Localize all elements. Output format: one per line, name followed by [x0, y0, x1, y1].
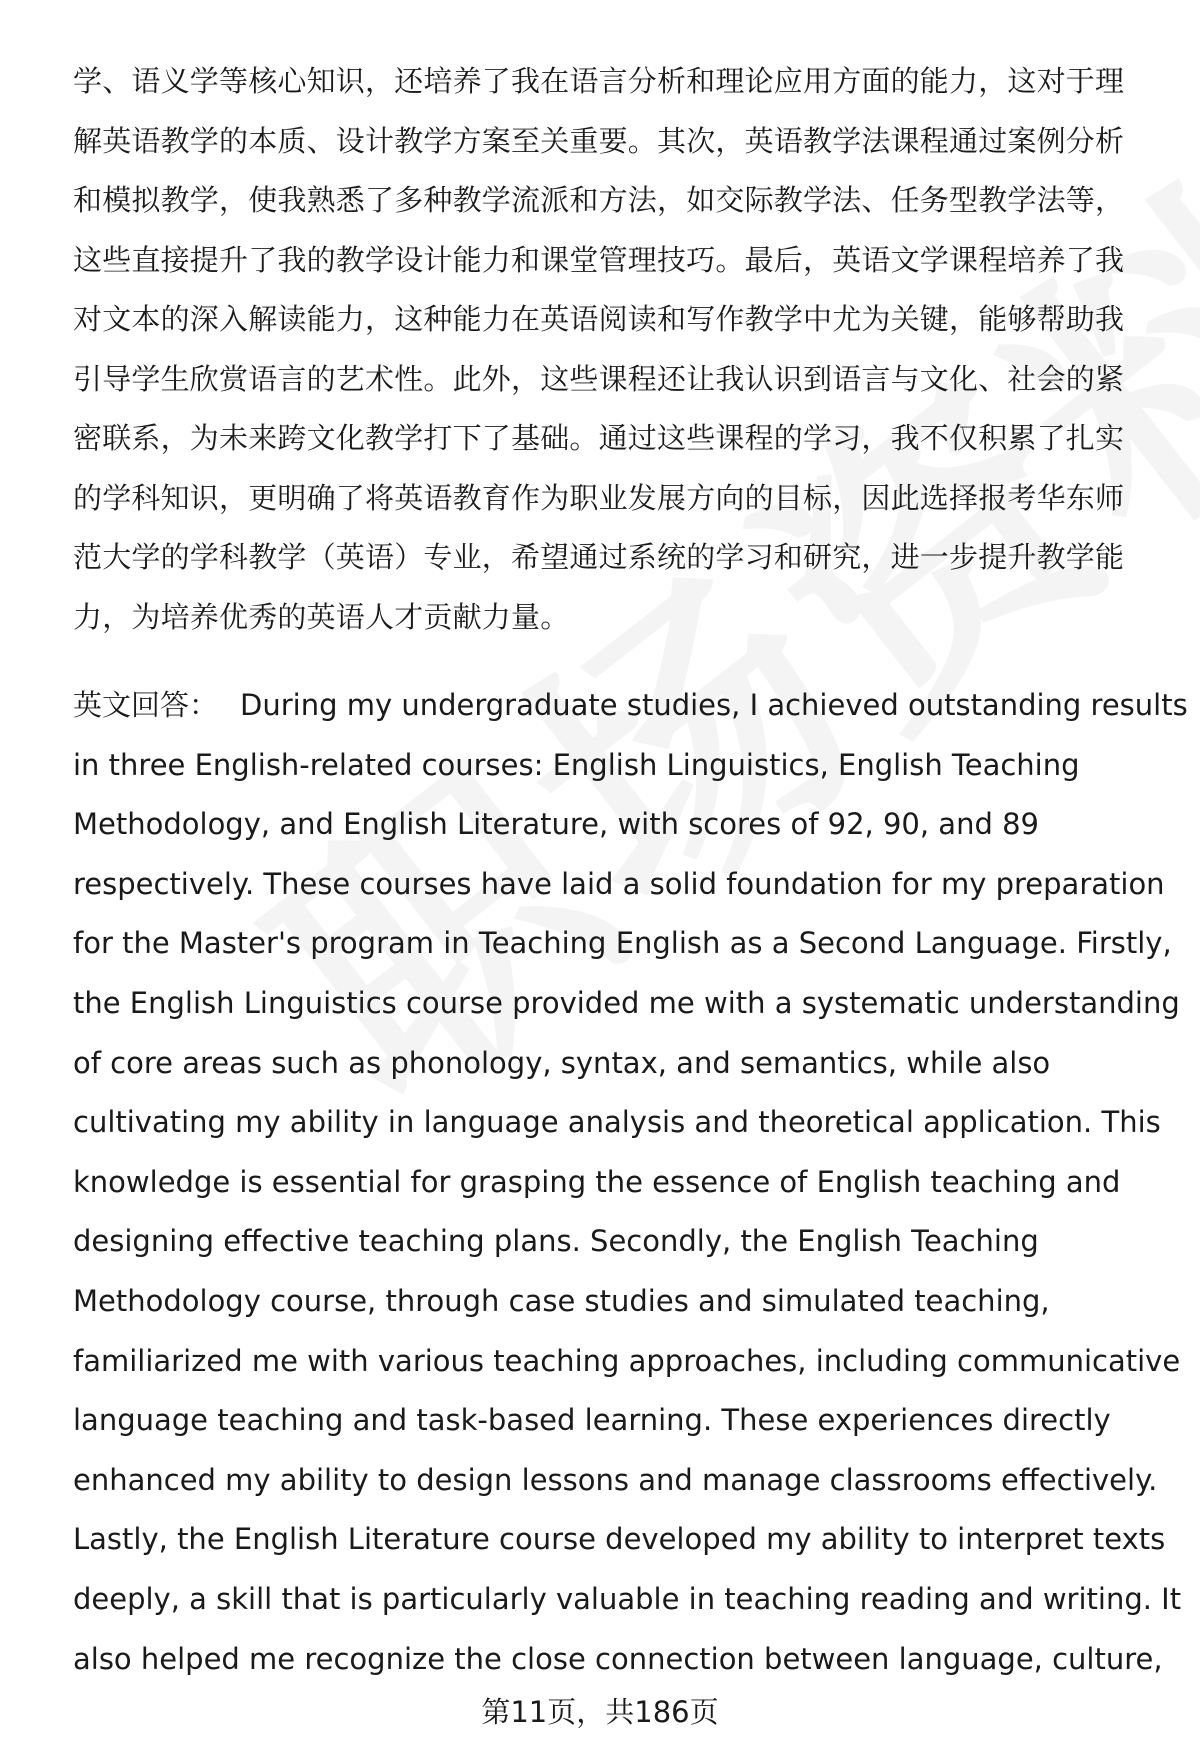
text-line: 密联系，为未来跨文化教学打下了基础。通过这些课程的学习，我不仅积累了扎实: [73, 421, 1125, 455]
chinese-answer-paragraph: [73, 52, 1143, 647]
text-line: 解英语教学的本质、设计教学方案至关重要。其次，英语教学法课程通过案例分析: [73, 123, 1125, 158]
text-line: the English Linguistics course provided me with a systematic understanding: [73, 985, 1180, 1020]
text-line: Lastly, the English Literature course developed my ability to interpret texts: [73, 1522, 1166, 1557]
text-line: in three English-related courses: English Linguistics, English Teaching: [73, 747, 1080, 782]
text-line: Methodology, and English Literature, with scores of 92, 90, and 89: [73, 807, 1039, 842]
english-answer-label: 英文回答：: [73, 688, 219, 722]
text-line: respectively. These courses have laid a solid foundation for my preparation: [73, 866, 1165, 901]
text-line: also helped me recognize the close connection between language, culture,: [73, 1641, 1163, 1676]
text-line: 力，为培养优秀的英语人才贡献力量。: [73, 599, 570, 634]
text-line: 对文本的深入解读能力，这种能力在英语阅读和写作教学中尤为关键，能够帮助我: [73, 302, 1125, 336]
english-answer-first-line: During my undergraduate studies, I achieved outstanding results: [240, 688, 1188, 722]
text-line: for the Master's program in Teaching English as a Second Language. Firstly,: [73, 926, 1172, 961]
text-line: Methodology course, through case studies and simulated teaching,: [73, 1283, 1050, 1318]
text-line: 范大学的学科教学（英语）专业，希望通过系统的学习和研究，进一步提升教学能: [73, 540, 1125, 574]
english-answer-paragraph: [73, 676, 1188, 1689]
text-line: [73, 676, 1188, 736]
text-line: familiarized me with various teaching approaches, including communicative: [73, 1343, 1181, 1378]
text-line: of core areas such as phonology, syntax, and semantics, while also: [73, 1045, 1051, 1080]
text-line: deeply, a skill that is particularly valuable in teaching reading and writing. It: [73, 1581, 1182, 1616]
text-line: 学、语义学等核心知识，还培养了我在语言分析和理论应用方面的能力，这对于理: [73, 64, 1125, 98]
text-line: knowledge is essential for grasping the essence of English teaching and: [73, 1164, 1121, 1199]
text-line: cultivating my ability in language analysis and theoretical application. This: [73, 1105, 1161, 1140]
text-line: enhanced my ability to design lessons and manage classrooms effectively.: [73, 1462, 1158, 1497]
page-number-footer: 第11页，共186页: [481, 1695, 719, 1729]
text-line: 引导学生欣赏语言的艺术性。此外，这些课程还让我认识到语言与文化、社会的紧: [73, 361, 1125, 396]
text-line: 这些直接提升了我的教学设计能力和课堂管理技巧。最后，英语文学课程培养了我: [73, 242, 1125, 277]
text-line: designing effective teaching plans. Secondly, the English Teaching: [73, 1224, 1039, 1259]
text-line: 和模拟教学，使我熟悉了多种教学流派和方法，如交际教学法、任务型教学法等，: [73, 183, 1125, 217]
text-line: language teaching and task-based learning. These experiences directly: [73, 1403, 1111, 1438]
text-line: 的学科知识，更明确了将英语教育作为职业发展方向的目标，因此选择报考华东师: [73, 480, 1125, 515]
